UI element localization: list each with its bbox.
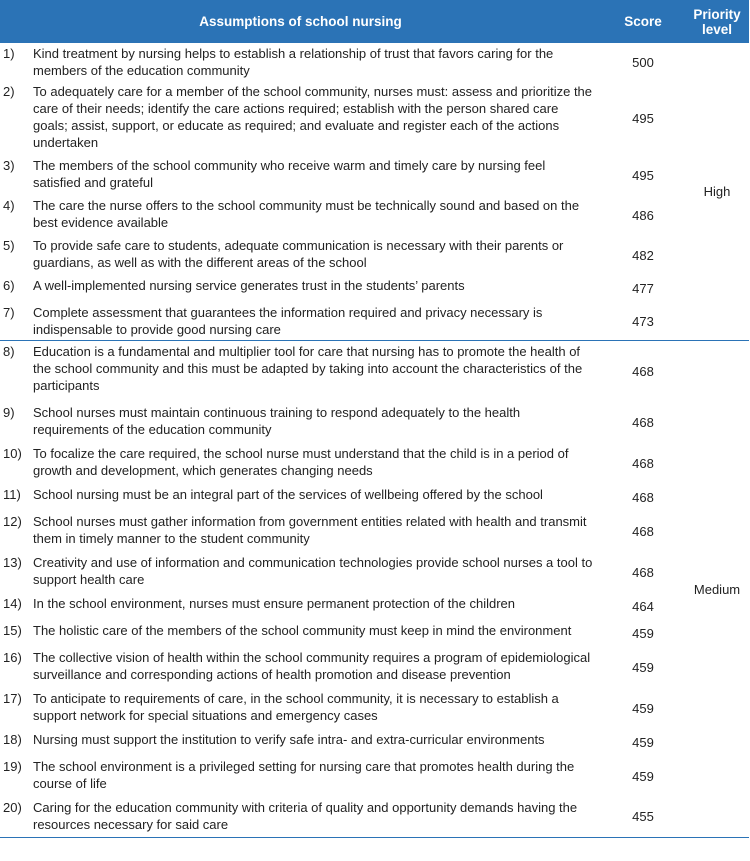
assumption-text: To focalize the care required, the school nurse must understand that the child is in a period of growth and development, which generates changing needs bbox=[33, 445, 569, 478]
row-number: 18) bbox=[3, 731, 22, 747]
assumption-text: To anticipate to requirements of care, in the school community, it is necessary to establish a support network for special situations and emergency cases bbox=[33, 690, 559, 723]
assumption-text: Complete assessment that guarantees the information required and privacy necessary is indispensable to provide good nursing care bbox=[33, 302, 601, 341]
table-row bbox=[0, 235, 749, 275]
table-row bbox=[0, 402, 749, 443]
table-row bbox=[0, 797, 749, 838]
table-row bbox=[0, 688, 749, 729]
assumption-text: The care the nurse offers to the school community must be technically sound and based on the best evidence available bbox=[33, 198, 580, 230]
table-row bbox=[0, 81, 749, 155]
row-number: 13) bbox=[3, 554, 22, 570]
score-value: 482 bbox=[632, 247, 654, 263]
assumption-text: Education is a fundamental and multiplier tool for care that nursing has to promote the health of the school community and this must be adapted by taking into account the characteristics of the participants bbox=[33, 344, 583, 393]
row-number: 10) bbox=[3, 445, 22, 461]
header-priority-level: Priority level bbox=[685, 0, 749, 43]
assumption-text: To adequately care for a member of the school community, nurses must: assess and prioritize the care of their needs; identify the care actions required; establish with the person shared care goals; assist, support, or educate as required; and evaluate and register each of the actions undertaken bbox=[33, 84, 593, 150]
table-row bbox=[0, 43, 749, 81]
score-value: 468 bbox=[632, 363, 654, 379]
assumption-text: Nursing must support the institution to verify safe intra- and extra-curricular environments bbox=[33, 731, 545, 747]
score-value: 468 bbox=[632, 489, 654, 505]
score-value: 468 bbox=[632, 414, 654, 430]
table-row bbox=[0, 756, 749, 797]
header-assumptions: Assumptions of school nursing bbox=[0, 0, 601, 43]
assumption-text: School nurses must gather information from government entities related with health and transmit them in timely manner to the student community bbox=[33, 513, 587, 546]
row-number: 15) bbox=[3, 622, 22, 638]
score-value: 459 bbox=[632, 659, 654, 675]
assumption-text: A well-implemented nursing service generates trust in the students’ parents bbox=[33, 278, 465, 293]
score-value: 459 bbox=[632, 700, 654, 716]
score-value: 464 bbox=[632, 598, 654, 614]
row-number: 5) bbox=[3, 238, 15, 253]
assumption-text: The collective vision of health within the school community requires a program of epidemiological surveillance and corresponding actions of health promotion and disease prevention bbox=[33, 649, 591, 682]
row-number: 4) bbox=[3, 198, 15, 213]
row-number: 19) bbox=[3, 758, 22, 774]
assumption-text: School nurses must maintain continuous training to respond adequately to the health requirements of the education community bbox=[33, 404, 521, 437]
row-number: 8) bbox=[3, 344, 15, 359]
assumption-text: The members of the school community who receive warm and timely care by nursing feel satisfied and grateful bbox=[33, 158, 546, 190]
assumption-text: To provide safe care to students, adequate communication is necessary with their parents or guardians, as well as with the different areas of the school bbox=[33, 238, 564, 270]
table-row bbox=[0, 593, 749, 620]
assumption-text: School nursing must be an integral part of the services of wellbeing offered by the school bbox=[33, 486, 543, 502]
assumption-text: Creativity and use of information and communication technologies provide school nurses a tool to support health care bbox=[33, 554, 593, 587]
assumption-text: Kind treatment by nursing helps to establish a relationship of trust that favors caring for the members of the education community bbox=[33, 46, 554, 78]
header-score: Score bbox=[601, 0, 685, 43]
priority-level-medium: Medium bbox=[685, 341, 749, 838]
row-number: 7) bbox=[0, 302, 33, 341]
score-value: 477 bbox=[632, 281, 654, 296]
assumption-text: In the school environment, nurses must ensure permanent protection of the children bbox=[33, 595, 515, 611]
assumption-text: The holistic care of the members of the school community must keep in mind the environment bbox=[33, 622, 572, 638]
row-number: 12) bbox=[3, 513, 22, 529]
score-value: 468 bbox=[632, 523, 654, 539]
row-number: 3) bbox=[3, 158, 15, 173]
row-number: 14) bbox=[3, 595, 22, 611]
score-value: 495 bbox=[632, 167, 654, 183]
table-row bbox=[0, 511, 749, 552]
score-value: 455 bbox=[601, 797, 685, 838]
table-row bbox=[0, 275, 749, 302]
table-row bbox=[0, 443, 749, 484]
table-row bbox=[0, 552, 749, 593]
priority-level-high: High bbox=[685, 43, 749, 341]
row-number: 16) bbox=[3, 649, 22, 665]
table-row bbox=[0, 195, 749, 235]
row-number: 20) bbox=[0, 797, 33, 838]
table-body bbox=[0, 43, 749, 838]
table-row bbox=[0, 729, 749, 756]
table-row bbox=[0, 341, 749, 402]
row-number: 17) bbox=[3, 690, 22, 706]
score-value: 468 bbox=[632, 564, 654, 580]
assumption-text: The school environment is a privileged setting for nursing care that promotes health during the course of life bbox=[33, 758, 575, 791]
score-value: 495 bbox=[632, 110, 654, 126]
score-value: 473 bbox=[601, 302, 685, 341]
table-header-row bbox=[0, 0, 749, 43]
table-row bbox=[0, 302, 749, 341]
row-number: 11) bbox=[3, 486, 21, 502]
table-row bbox=[0, 647, 749, 688]
score-value: 486 bbox=[632, 207, 654, 223]
table-row bbox=[0, 155, 749, 195]
row-number: 6) bbox=[3, 278, 15, 293]
table-row bbox=[0, 620, 749, 647]
table-row bbox=[0, 484, 749, 511]
score-value: 459 bbox=[632, 768, 654, 784]
row-number: 1) bbox=[3, 46, 15, 61]
row-number: 9) bbox=[3, 404, 15, 420]
row-number: 2) bbox=[3, 84, 15, 99]
score-value: 459 bbox=[632, 734, 654, 750]
score-value: 468 bbox=[632, 455, 654, 471]
score-value: 500 bbox=[632, 54, 654, 70]
score-value: 459 bbox=[632, 625, 654, 641]
assumption-text: Caring for the education community with criteria of quality and opportunity demands having the resources necessary for said care bbox=[33, 797, 601, 838]
